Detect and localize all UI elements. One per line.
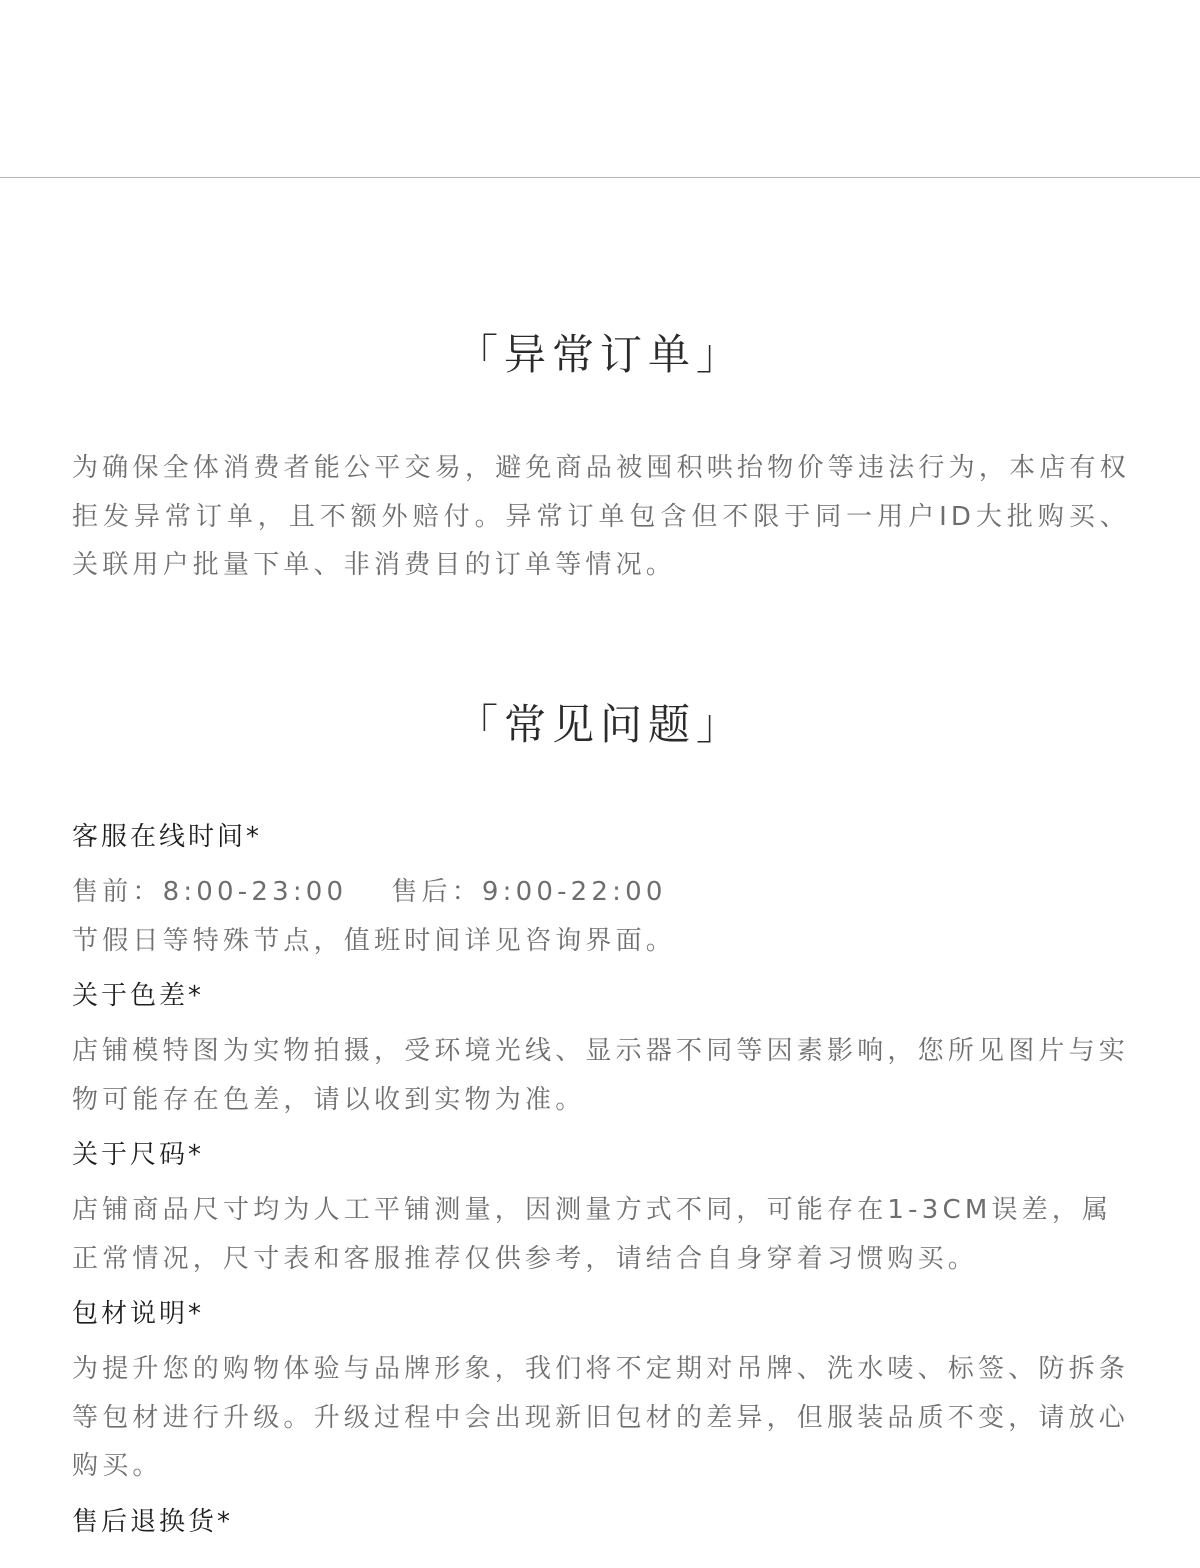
abnormal-orders-body: 为确保全体消费者能公平交易，避免商品被囤积哄抬物价等违法行为，本店有权拒发异常订单，且不额外赔付。异常订单包含但不限于同一用户ID大批购买、关联用户批量下单、非消费目的订单等情况。 [72, 453, 1130, 580]
faq-item-packaging [72, 1289, 1132, 1491]
faq-body-sizing: 店铺商品尺寸均为人工平铺测量，因测量方式不同，可能存在1-3CM误差，属正常情况，尺寸表和客服推荐仅供参考，请结合自身穿着习惯购买。 [72, 1195, 1113, 1274]
faq-item-service-hours [72, 812, 1132, 965]
faq-body-service-hours [72, 868, 1130, 965]
faq-heading-packaging: 包材说明* [72, 1299, 205, 1329]
faq-item-sizing [72, 1130, 1132, 1283]
service-hours-line [72, 868, 1130, 917]
section-divider [0, 177, 1200, 178]
aftersale-hours: 售后：9:00-22:00 [391, 877, 667, 907]
faq-body-color-difference: 店铺模特图为实物拍摄，受环境光线、显示器不同等因素影响，您所见图片与实物可能存在色差，请以收到实物为准。 [72, 1036, 1130, 1115]
abnormal-orders-title: 「异常订单」 [455, 330, 744, 379]
faq-item-color-difference [72, 971, 1132, 1124]
faq-heading-color-difference: 关于色差* [72, 981, 205, 1011]
faq-body-packaging: 为提升您的购物体验与品牌形象，我们将不定期对吊牌、洗水唛、标签、防拆条等包材进行升级。升级过程中会出现新旧包材的差异，但服装品质不变，请放心购买。 [72, 1354, 1130, 1481]
faq-item-returns [72, 1497, 1132, 1547]
faq-list [72, 812, 1132, 1547]
faq-title: 「常见问题」 [455, 700, 744, 749]
faq-heading-sizing: 关于尺码* [72, 1140, 205, 1170]
holiday-note: 节假日等特殊节点，值班时间详见咨询界面。 [72, 925, 677, 956]
presale-hours: 售前：8:00-23:00 [72, 877, 348, 907]
top-banner-area [0, 0, 1200, 177]
faq-heading-service-hours: 客服在线时间* [72, 822, 263, 852]
faq-heading-returns: 售后退换货* [72, 1506, 234, 1537]
